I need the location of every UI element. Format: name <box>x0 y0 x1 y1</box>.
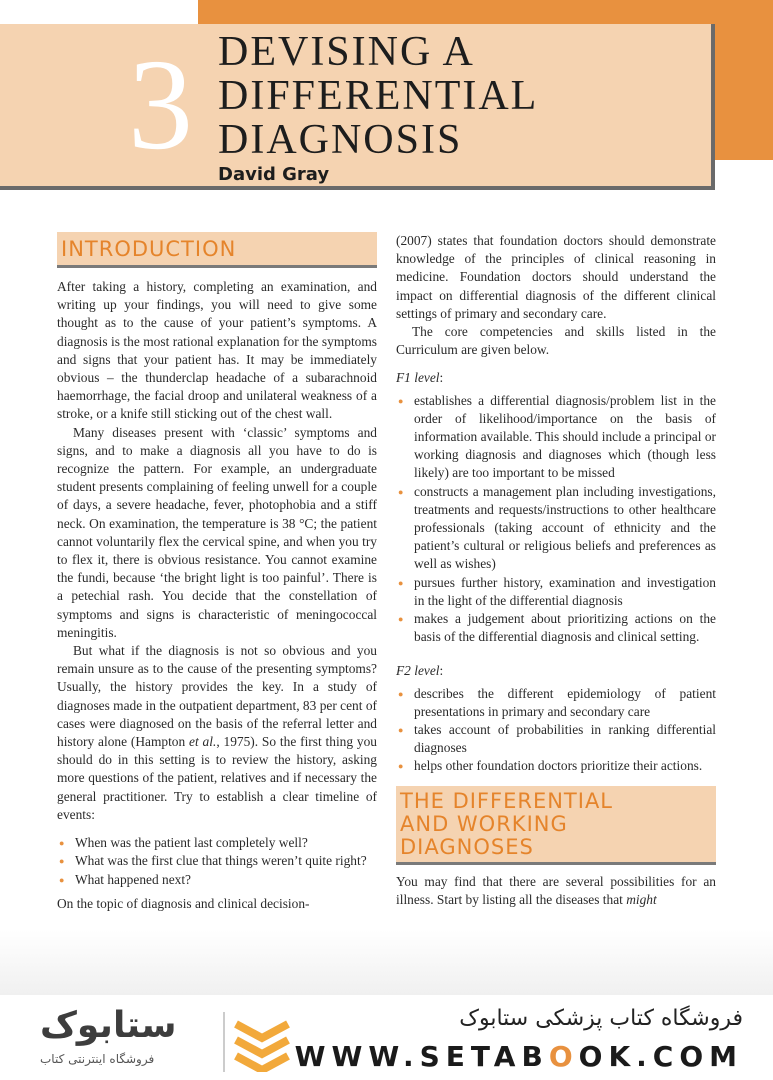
text-run: You may find that there are several possibilities for an illness. Start by listing all the diseases that <box>396 873 716 907</box>
list-item: ● helps other foundation doctors prioritize their actions. <box>396 757 716 775</box>
store-logo-subtitle: فروشگاه اینترنتی کتاب <box>40 1052 155 1066</box>
section-heading-introduction: INTRODUCTION <box>57 232 377 268</box>
right-column <box>396 232 716 909</box>
paragraph: (2007) states that foundation doctors should demonstrate knowledge of the principles of clinical reasoning in medicine. Foundation doctors should understand the impact on differential diagnosis of the different clinical settings of primary and secondary care. <box>396 233 716 321</box>
store-logo: ستابوک <box>40 1005 177 1046</box>
heading-line: THE DIFFERENTIAL <box>400 788 614 813</box>
store-name: فروشگاه کتاب پزشکی ستابوک <box>459 1006 743 1031</box>
list-item: ● establishes a differential diagnosis/problem list in the order of likelihood/importance on the basis of information available. This should include a principal or working diagnosis and diagnoses which (though less likely) are too important to be missed <box>396 392 716 483</box>
citation-et-al: et al. <box>189 734 217 750</box>
chapter-title-line: DEVISING A <box>218 29 475 75</box>
list-item: ● pursues further history, examination and investigation in the light of the differential diagnosis <box>396 574 716 610</box>
paragraph: The core competencies and skills listed in the Curriculum are given below. <box>396 324 716 358</box>
footer-fade <box>0 930 773 1000</box>
chapter-title <box>218 30 538 162</box>
emphasis: might <box>626 891 657 907</box>
text-run: , 1975). So the first thing you should do in this setting is to review the history, asking more questions of the patient, relatives and if necessary the general practitioner. Try to establish a clear timeline of events: <box>57 734 377 822</box>
text-run: But what if the diagnosis is not so obvious and you remain unsure as to the cause of the presenting symptoms? Usually, the history provides the key. In a study of diagnoses made in the outpatient department, 83 per cent of cases were diagnosed on the basis of the referral letter and history alone (Hampton <box>57 643 377 750</box>
paragraph: Many diseases present with ‘classic’ symptoms and signs, and to make a diagnosis all you have to do is recognize the pattern. For example, an undergraduate student presents complaining of feeling unwell for a couple of days, a severe headache, fever, photophobia and a stiff neck. On examination, the temperature is 38 °C; the patient cannot voluntarily flex the cervical spine, and when you try to flex it, there is obvious resistance. You cannot examine the fundi, because ‘the bright light is too painful’. There is a petechial rash. You decide that the constellation of symptoms and signs is characteristic of meningococcal meningitis. <box>57 424 377 640</box>
heading-line: DIAGNOSES <box>400 834 534 859</box>
store-url: WWW.SETABOOK.COM <box>294 1040 743 1073</box>
f1-level-label: F1 level: <box>396 370 444 386</box>
chapter-author: David Gray <box>218 164 330 185</box>
heading-line: AND WORKING <box>400 811 568 836</box>
chapter-title-line: DIAGNOSIS <box>218 117 463 163</box>
list-item: ● What was the first clue that things weren’t quite right? <box>57 852 377 870</box>
paragraph: On the topic of diagnosis and clinical decision- <box>57 895 310 911</box>
list-item: ● takes account of probabilities in ranking differential diagnoses <box>396 721 716 757</box>
paragraph <box>396 873 716 909</box>
book-stack-icon <box>222 1012 302 1072</box>
paragraph: After taking a history, completing an examination, and writing up your findings, you will need to give some thought as to the cause of your patient’s symptoms. A diagnosis is the most rational explanation for the symptoms and signs that your patient has. It may be immediately obvious – the thunderclap headache of a subarachnoid haemorrhage, the facial droop and unilateral weakness of a stroke, or a knife still sticking out of the chest wall. <box>57 279 377 422</box>
list-item: ● describes the different epidemiology of patient presentations in primary and secondary care <box>396 685 716 721</box>
timeline-questions-list <box>57 834 377 889</box>
list-item: ● What happened next? <box>57 871 377 889</box>
list-item: ● makes a judgement about prioritizing actions on the basis of the differential diagnosis and clinical setting. <box>396 610 716 646</box>
chapter-number: 3 <box>128 33 193 177</box>
section-heading-differential <box>396 786 716 865</box>
list-item: ● constructs a management plan including investigations, treatments and requests/instructions to other healthcare professionals (taking account of ethnicity and the patient’s cultural or religious beliefs and preferences as well as wishes) <box>396 483 716 574</box>
f2-level-label: F2 level: <box>396 663 444 679</box>
list-item: ● When was the patient last completely well? <box>57 834 377 852</box>
f1-competency-list <box>396 392 716 647</box>
left-column <box>57 232 377 913</box>
paragraph <box>57 642 377 824</box>
chapter-title-line: DIFFERENTIAL <box>218 73 539 119</box>
f2-competency-list <box>396 685 716 776</box>
